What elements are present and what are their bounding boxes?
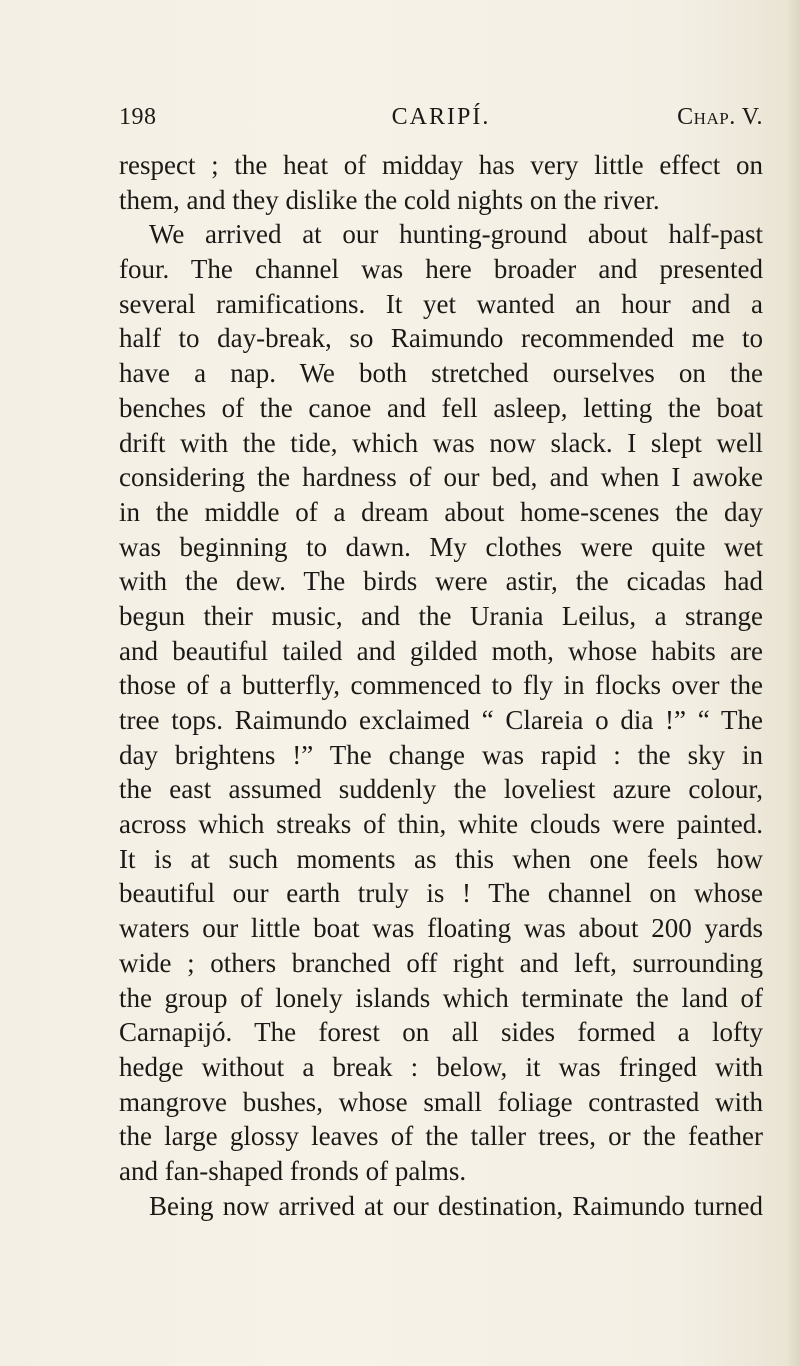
- running-title: CARIPÍ.: [391, 104, 491, 130]
- text-line: across which streaks of thin, white clouds were painted.: [119, 809, 763, 840]
- text-line: day brightens !” The change was rapid : the sky in: [119, 739, 763, 770]
- text-line: those of a butterfly, commenced to fly in flocks over the: [119, 670, 763, 701]
- text-line: Being now arrived at our destination, Raimundo turned: [149, 1190, 763, 1221]
- page-edge-shadow: [786, 0, 800, 1366]
- page-number: 198: [119, 104, 157, 130]
- text-line: Carnapijó. The forest on all sides formed a lofty: [119, 1017, 763, 1048]
- chapter-label: Chap. V.: [677, 104, 763, 130]
- text-line: waters our little boat was floating was about 200 yards: [119, 913, 763, 944]
- text-line: We arrived at our hunting-ground about half-past: [149, 219, 763, 250]
- text-line: and beautiful tailed and gilded moth, whose habits are: [119, 635, 763, 666]
- text-line: the large glossy leaves of the taller trees, or the feather: [119, 1121, 763, 1152]
- text-line: wide ; others branched off right and left, surrounding: [119, 947, 763, 978]
- text-line: considering the hardness of our bed, and when I awoke: [119, 462, 763, 493]
- text-line: drift with the tide, which was now slack. I slept well: [119, 427, 763, 458]
- text-line: them, and they dislike the cold nights on the river.: [119, 184, 660, 215]
- text-line: mangrove bushes, whose small foliage contrasted with: [119, 1086, 763, 1117]
- text-line: hedge without a break : below, it was fringed with: [119, 1051, 763, 1082]
- running-head: [119, 104, 763, 138]
- text-line: with the dew. The birds were astir, the cicadas had: [119, 566, 763, 597]
- text-line: It is at such moments as this when one feels how: [119, 843, 763, 874]
- text-line: the east assumed suddenly the loveliest azure colour,: [119, 774, 763, 805]
- text-line: was beginning to dawn. My clothes were quite wet: [119, 531, 763, 562]
- text-line: beautiful our earth truly is ! The channel on whose: [119, 878, 763, 909]
- text-line: the group of lonely islands which terminate the land of: [119, 982, 763, 1013]
- text-line: half to day-break, so Raimundo recommended me to: [119, 323, 763, 354]
- text-line: benches of the canoe and fell asleep, letting the boat: [119, 392, 763, 423]
- text-line: respect ; the heat of midday has very little effect on: [119, 150, 763, 180]
- text-line: and fan-shaped fronds of palms.: [119, 1155, 467, 1186]
- text-line: several ramifications. It yet wanted an hour and a: [119, 288, 763, 319]
- text-line: four. The channel was here broader and presented: [119, 254, 763, 285]
- body-text: [119, 148, 763, 1223]
- text-line: begun their music, and the Urania Leilus, a strange: [119, 600, 763, 631]
- text-line: have a nap. We both stretched ourselves on the: [119, 358, 763, 389]
- text-line: in the middle of a dream about home-scenes the day: [119, 496, 763, 527]
- text-line: tree tops. Raimundo exclaimed “ Clareia o dia !” “ The: [119, 705, 763, 735]
